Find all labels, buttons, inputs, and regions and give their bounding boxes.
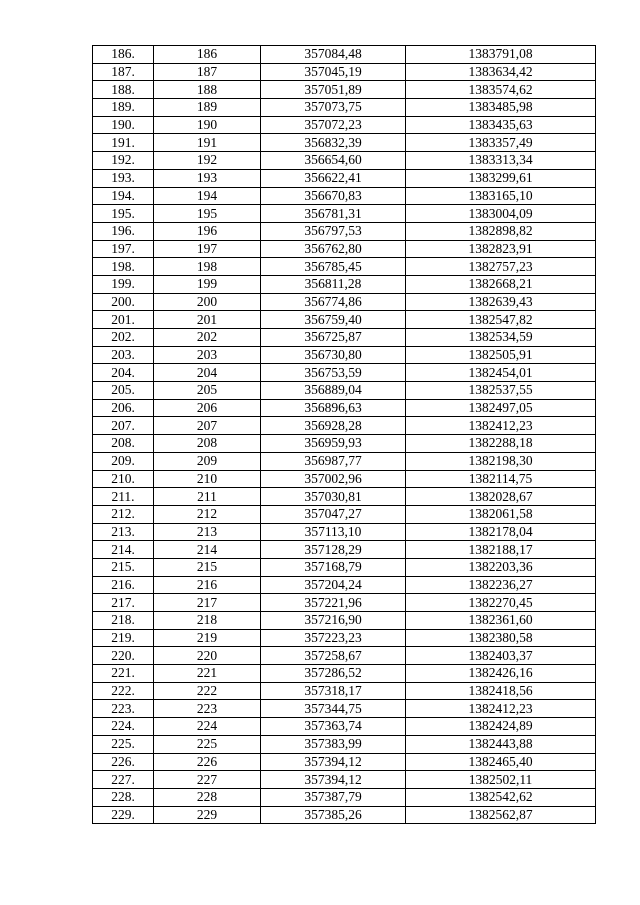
row-number-cell: 198. bbox=[93, 258, 154, 276]
x-coordinate-cell: 356654,60 bbox=[261, 152, 406, 170]
x-coordinate-cell: 357084,48 bbox=[261, 46, 406, 64]
x-coordinate-cell: 356785,45 bbox=[261, 258, 406, 276]
point-number-cell: 209 bbox=[154, 452, 261, 470]
row-number-cell: 223. bbox=[93, 700, 154, 718]
table-row bbox=[93, 700, 596, 718]
y-coordinate-cell: 1382361,60 bbox=[406, 612, 596, 630]
x-coordinate-cell: 357030,81 bbox=[261, 488, 406, 506]
point-number-cell: 225 bbox=[154, 735, 261, 753]
table-row bbox=[93, 682, 596, 700]
table-row bbox=[93, 718, 596, 736]
y-coordinate-cell: 1382534,59 bbox=[406, 329, 596, 347]
point-number-cell: 197 bbox=[154, 240, 261, 258]
point-number-cell: 201 bbox=[154, 311, 261, 329]
row-number-cell: 187. bbox=[93, 63, 154, 81]
table-row bbox=[93, 399, 596, 417]
y-coordinate-cell: 1382114,75 bbox=[406, 470, 596, 488]
table-row bbox=[93, 116, 596, 134]
row-number-cell: 228. bbox=[93, 788, 154, 806]
x-coordinate-cell: 357051,89 bbox=[261, 81, 406, 99]
table-row bbox=[93, 46, 596, 64]
row-number-cell: 210. bbox=[93, 470, 154, 488]
y-coordinate-cell: 1382443,88 bbox=[406, 735, 596, 753]
y-coordinate-cell: 1383435,63 bbox=[406, 116, 596, 134]
x-coordinate-cell: 357216,90 bbox=[261, 612, 406, 630]
table-row bbox=[93, 488, 596, 506]
point-number-cell: 198 bbox=[154, 258, 261, 276]
table-row bbox=[93, 753, 596, 771]
point-number-cell: 217 bbox=[154, 594, 261, 612]
y-coordinate-cell: 1382424,89 bbox=[406, 718, 596, 736]
table-row bbox=[93, 134, 596, 152]
table-row bbox=[93, 99, 596, 117]
y-coordinate-cell: 1383574,62 bbox=[406, 81, 596, 99]
x-coordinate-cell: 357002,96 bbox=[261, 470, 406, 488]
row-number-cell: 213. bbox=[93, 523, 154, 541]
table-row bbox=[93, 576, 596, 594]
x-coordinate-cell: 357204,24 bbox=[261, 576, 406, 594]
table-row bbox=[93, 329, 596, 347]
row-number-cell: 225. bbox=[93, 735, 154, 753]
row-number-cell: 206. bbox=[93, 399, 154, 417]
x-coordinate-cell: 357363,74 bbox=[261, 718, 406, 736]
y-coordinate-cell: 1382668,21 bbox=[406, 275, 596, 293]
y-coordinate-cell: 1382542,62 bbox=[406, 788, 596, 806]
y-coordinate-cell: 1382537,55 bbox=[406, 382, 596, 400]
coordinates-table-body bbox=[93, 46, 596, 824]
table-row bbox=[93, 665, 596, 683]
table-row bbox=[93, 293, 596, 311]
row-number-cell: 186. bbox=[93, 46, 154, 64]
x-coordinate-cell: 357047,27 bbox=[261, 505, 406, 523]
row-number-cell: 222. bbox=[93, 682, 154, 700]
row-number-cell: 219. bbox=[93, 629, 154, 647]
point-number-cell: 206 bbox=[154, 399, 261, 417]
table-row bbox=[93, 275, 596, 293]
table-row bbox=[93, 629, 596, 647]
row-number-cell: 215. bbox=[93, 558, 154, 576]
y-coordinate-cell: 1382465,40 bbox=[406, 753, 596, 771]
y-coordinate-cell: 1382236,27 bbox=[406, 576, 596, 594]
row-number-cell: 201. bbox=[93, 311, 154, 329]
point-number-cell: 202 bbox=[154, 329, 261, 347]
x-coordinate-cell: 356730,80 bbox=[261, 346, 406, 364]
table-row bbox=[93, 205, 596, 223]
row-number-cell: 193. bbox=[93, 169, 154, 187]
x-coordinate-cell: 356762,80 bbox=[261, 240, 406, 258]
x-coordinate-cell: 357072,23 bbox=[261, 116, 406, 134]
x-coordinate-cell: 356753,59 bbox=[261, 364, 406, 382]
row-number-cell: 194. bbox=[93, 187, 154, 205]
row-number-cell: 217. bbox=[93, 594, 154, 612]
point-number-cell: 218 bbox=[154, 612, 261, 630]
row-number-cell: 189. bbox=[93, 99, 154, 117]
point-number-cell: 189 bbox=[154, 99, 261, 117]
table-row bbox=[93, 806, 596, 824]
point-number-cell: 194 bbox=[154, 187, 261, 205]
y-coordinate-cell: 1382288,18 bbox=[406, 435, 596, 453]
row-number-cell: 220. bbox=[93, 647, 154, 665]
x-coordinate-cell: 356811,28 bbox=[261, 275, 406, 293]
y-coordinate-cell: 1382188,17 bbox=[406, 541, 596, 559]
y-coordinate-cell: 1383004,09 bbox=[406, 205, 596, 223]
x-coordinate-cell: 357385,26 bbox=[261, 806, 406, 824]
row-number-cell: 214. bbox=[93, 541, 154, 559]
table-row bbox=[93, 771, 596, 789]
y-coordinate-cell: 1382898,82 bbox=[406, 222, 596, 240]
y-coordinate-cell: 1383299,61 bbox=[406, 169, 596, 187]
point-number-cell: 213 bbox=[154, 523, 261, 541]
x-coordinate-cell: 356670,83 bbox=[261, 187, 406, 205]
point-number-cell: 222 bbox=[154, 682, 261, 700]
y-coordinate-cell: 1382270,45 bbox=[406, 594, 596, 612]
point-number-cell: 216 bbox=[154, 576, 261, 594]
x-coordinate-cell: 357168,79 bbox=[261, 558, 406, 576]
table-row bbox=[93, 523, 596, 541]
point-number-cell: 223 bbox=[154, 700, 261, 718]
x-coordinate-cell: 356928,28 bbox=[261, 417, 406, 435]
table-row bbox=[93, 81, 596, 99]
row-number-cell: 199. bbox=[93, 275, 154, 293]
x-coordinate-cell: 356725,87 bbox=[261, 329, 406, 347]
table-row bbox=[93, 222, 596, 240]
x-coordinate-cell: 357045,19 bbox=[261, 63, 406, 81]
y-coordinate-cell: 1382380,58 bbox=[406, 629, 596, 647]
point-number-cell: 195 bbox=[154, 205, 261, 223]
x-coordinate-cell: 356774,86 bbox=[261, 293, 406, 311]
y-coordinate-cell: 1383357,49 bbox=[406, 134, 596, 152]
table-row bbox=[93, 382, 596, 400]
point-number-cell: 199 bbox=[154, 275, 261, 293]
table-row bbox=[93, 152, 596, 170]
x-coordinate-cell: 356759,40 bbox=[261, 311, 406, 329]
x-coordinate-cell: 356896,63 bbox=[261, 399, 406, 417]
point-number-cell: 212 bbox=[154, 505, 261, 523]
x-coordinate-cell: 357318,17 bbox=[261, 682, 406, 700]
row-number-cell: 224. bbox=[93, 718, 154, 736]
point-number-cell: 204 bbox=[154, 364, 261, 382]
point-number-cell: 203 bbox=[154, 346, 261, 364]
point-number-cell: 205 bbox=[154, 382, 261, 400]
y-coordinate-cell: 1382502,11 bbox=[406, 771, 596, 789]
point-number-cell: 188 bbox=[154, 81, 261, 99]
point-number-cell: 190 bbox=[154, 116, 261, 134]
point-number-cell: 192 bbox=[154, 152, 261, 170]
x-coordinate-cell: 357394,12 bbox=[261, 753, 406, 771]
y-coordinate-cell: 1382061,58 bbox=[406, 505, 596, 523]
table-row bbox=[93, 452, 596, 470]
table-row bbox=[93, 364, 596, 382]
y-coordinate-cell: 1382562,87 bbox=[406, 806, 596, 824]
x-coordinate-cell: 357258,67 bbox=[261, 647, 406, 665]
table-row bbox=[93, 612, 596, 630]
table-row bbox=[93, 505, 596, 523]
y-coordinate-cell: 1382757,23 bbox=[406, 258, 596, 276]
point-number-cell: 224 bbox=[154, 718, 261, 736]
x-coordinate-cell: 356622,41 bbox=[261, 169, 406, 187]
row-number-cell: 221. bbox=[93, 665, 154, 683]
x-coordinate-cell: 357286,52 bbox=[261, 665, 406, 683]
y-coordinate-cell: 1382028,67 bbox=[406, 488, 596, 506]
row-number-cell: 190. bbox=[93, 116, 154, 134]
point-number-cell: 229 bbox=[154, 806, 261, 824]
table-row bbox=[93, 258, 596, 276]
row-number-cell: 227. bbox=[93, 771, 154, 789]
x-coordinate-cell: 356832,39 bbox=[261, 134, 406, 152]
x-coordinate-cell: 357344,75 bbox=[261, 700, 406, 718]
point-number-cell: 215 bbox=[154, 558, 261, 576]
table-row bbox=[93, 558, 596, 576]
point-number-cell: 227 bbox=[154, 771, 261, 789]
point-number-cell: 226 bbox=[154, 753, 261, 771]
point-number-cell: 191 bbox=[154, 134, 261, 152]
point-number-cell: 187 bbox=[154, 63, 261, 81]
row-number-cell: 208. bbox=[93, 435, 154, 453]
row-number-cell: 192. bbox=[93, 152, 154, 170]
x-coordinate-cell: 356889,04 bbox=[261, 382, 406, 400]
point-number-cell: 228 bbox=[154, 788, 261, 806]
row-number-cell: 218. bbox=[93, 612, 154, 630]
y-coordinate-cell: 1382823,91 bbox=[406, 240, 596, 258]
row-number-cell: 209. bbox=[93, 452, 154, 470]
x-coordinate-cell: 357221,96 bbox=[261, 594, 406, 612]
y-coordinate-cell: 1382203,36 bbox=[406, 558, 596, 576]
row-number-cell: 203. bbox=[93, 346, 154, 364]
x-coordinate-cell: 356797,53 bbox=[261, 222, 406, 240]
row-number-cell: 202. bbox=[93, 329, 154, 347]
table-row bbox=[93, 435, 596, 453]
table-row bbox=[93, 647, 596, 665]
table-row bbox=[93, 417, 596, 435]
row-number-cell: 197. bbox=[93, 240, 154, 258]
y-coordinate-cell: 1382418,56 bbox=[406, 682, 596, 700]
row-number-cell: 188. bbox=[93, 81, 154, 99]
x-coordinate-cell: 357073,75 bbox=[261, 99, 406, 117]
point-number-cell: 211 bbox=[154, 488, 261, 506]
row-number-cell: 212. bbox=[93, 505, 154, 523]
y-coordinate-cell: 1382412,23 bbox=[406, 417, 596, 435]
y-coordinate-cell: 1382639,43 bbox=[406, 293, 596, 311]
table-row bbox=[93, 594, 596, 612]
point-number-cell: 186 bbox=[154, 46, 261, 64]
x-coordinate-cell: 356959,93 bbox=[261, 435, 406, 453]
y-coordinate-cell: 1383165,10 bbox=[406, 187, 596, 205]
row-number-cell: 211. bbox=[93, 488, 154, 506]
row-number-cell: 207. bbox=[93, 417, 154, 435]
table-row bbox=[93, 187, 596, 205]
y-coordinate-cell: 1382547,82 bbox=[406, 311, 596, 329]
y-coordinate-cell: 1382412,23 bbox=[406, 700, 596, 718]
row-number-cell: 205. bbox=[93, 382, 154, 400]
y-coordinate-cell: 1382178,04 bbox=[406, 523, 596, 541]
point-number-cell: 193 bbox=[154, 169, 261, 187]
row-number-cell: 200. bbox=[93, 293, 154, 311]
table-row bbox=[93, 63, 596, 81]
x-coordinate-cell: 357383,99 bbox=[261, 735, 406, 753]
row-number-cell: 191. bbox=[93, 134, 154, 152]
table-row bbox=[93, 470, 596, 488]
point-number-cell: 220 bbox=[154, 647, 261, 665]
coordinates-table bbox=[92, 45, 596, 824]
table-row bbox=[93, 311, 596, 329]
table-row bbox=[93, 169, 596, 187]
point-number-cell: 207 bbox=[154, 417, 261, 435]
point-number-cell: 208 bbox=[154, 435, 261, 453]
x-coordinate-cell: 357128,29 bbox=[261, 541, 406, 559]
row-number-cell: 196. bbox=[93, 222, 154, 240]
x-coordinate-cell: 356987,77 bbox=[261, 452, 406, 470]
y-coordinate-cell: 1383791,08 bbox=[406, 46, 596, 64]
row-number-cell: 216. bbox=[93, 576, 154, 594]
table-row bbox=[93, 346, 596, 364]
y-coordinate-cell: 1382505,91 bbox=[406, 346, 596, 364]
x-coordinate-cell: 357113,10 bbox=[261, 523, 406, 541]
x-coordinate-cell: 357223,23 bbox=[261, 629, 406, 647]
point-number-cell: 221 bbox=[154, 665, 261, 683]
y-coordinate-cell: 1383313,34 bbox=[406, 152, 596, 170]
point-number-cell: 200 bbox=[154, 293, 261, 311]
table-row bbox=[93, 240, 596, 258]
y-coordinate-cell: 1383485,98 bbox=[406, 99, 596, 117]
point-number-cell: 219 bbox=[154, 629, 261, 647]
y-coordinate-cell: 1382426,16 bbox=[406, 665, 596, 683]
table-row bbox=[93, 788, 596, 806]
y-coordinate-cell: 1382198,30 bbox=[406, 452, 596, 470]
row-number-cell: 195. bbox=[93, 205, 154, 223]
x-coordinate-cell: 357394,12 bbox=[261, 771, 406, 789]
row-number-cell: 229. bbox=[93, 806, 154, 824]
row-number-cell: 226. bbox=[93, 753, 154, 771]
y-coordinate-cell: 1382454,01 bbox=[406, 364, 596, 382]
y-coordinate-cell: 1383634,42 bbox=[406, 63, 596, 81]
x-coordinate-cell: 356781,31 bbox=[261, 205, 406, 223]
table-row bbox=[93, 735, 596, 753]
point-number-cell: 214 bbox=[154, 541, 261, 559]
table-row bbox=[93, 541, 596, 559]
y-coordinate-cell: 1382497,05 bbox=[406, 399, 596, 417]
y-coordinate-cell: 1382403,37 bbox=[406, 647, 596, 665]
x-coordinate-cell: 357387,79 bbox=[261, 788, 406, 806]
point-number-cell: 210 bbox=[154, 470, 261, 488]
point-number-cell: 196 bbox=[154, 222, 261, 240]
row-number-cell: 204. bbox=[93, 364, 154, 382]
